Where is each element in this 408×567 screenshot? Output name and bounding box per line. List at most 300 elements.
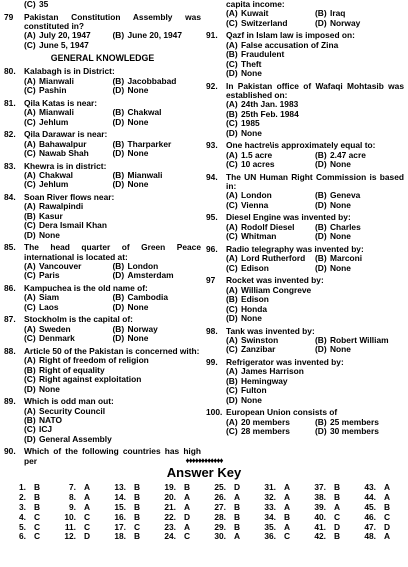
option-text: None [330,232,351,242]
option [113,31,202,40]
option-letter: (C) [226,345,238,355]
option-letter: (D) [226,69,238,79]
option-text: Security Council [39,406,106,416]
option-letter: (A) [226,191,238,201]
option [24,171,113,180]
option-text: Vienna [241,200,269,210]
option-letter: (B) [226,376,238,386]
option [24,435,201,444]
option [24,425,201,434]
option-letter: (D) [315,232,327,242]
options-list [4,140,201,159]
answer-letter: B [34,482,41,492]
answer-key-entry [354,482,404,492]
option-text: Jehlum [39,117,69,127]
answer-number: 9. [69,501,76,512]
answer-key-entry [304,522,354,532]
option-letter: (A) [226,417,238,427]
question-text: Stockholm is the capital of: [24,314,133,325]
option-letter: (B) [315,150,327,160]
option [226,314,404,323]
answer-letter: B [284,511,291,522]
option [315,418,404,427]
option [226,223,315,232]
question-text: Tank was invented by: [226,325,315,336]
answer-number: 3. [19,501,26,512]
question-item [4,67,201,95]
answer-key-entry [354,512,404,522]
answer-number: 19. [164,482,176,492]
option [24,31,113,40]
option [24,149,113,158]
option-letter: (B) [315,9,327,19]
option-text: 25 members [330,417,379,427]
answer-letter: C [84,511,91,522]
question-text: The UN Human Right Commission is based in: [226,171,404,192]
answer-number: 31. [264,482,276,492]
section-heading: GENERAL KNOWLEDGE [50,53,155,64]
answer-number: 2. [19,491,26,502]
option [226,160,315,169]
option [24,303,113,312]
option-text: None [330,345,351,355]
question-text: One hactre\is approximately equal to: [226,140,376,151]
option-text: June 20, 1947 [127,31,182,41]
question-text: Khewra is in district: [24,160,107,171]
option-text: Robert William [330,335,389,345]
question-number: 81. [4,97,16,108]
option-letter: (B) [112,293,125,303]
answer-number: 1. [19,482,26,492]
answer-key-entry [254,522,304,532]
answer-key-grid [4,482,404,541]
answer-number: 26. [214,491,226,502]
option [226,386,404,395]
answer-letter: A [384,491,391,502]
answer-key-entry [204,512,254,522]
option-text: Whitman [241,232,277,242]
option-letter: (A) [24,76,36,86]
option-letter: (D) [112,334,125,344]
option-letter: (C) [226,304,238,314]
answer-letter: C [34,521,41,532]
option [315,232,404,241]
option [315,9,404,18]
answer-key-entry [204,531,254,541]
option-letter: (C) [24,334,36,344]
options-list [206,254,404,273]
question-stem [4,397,201,406]
answer-number: 25. [214,482,226,492]
question-stem [4,193,201,202]
option [315,254,404,263]
answer-number: 43. [364,482,376,492]
option [315,264,404,273]
option-text: Mianwali [39,76,74,86]
question-number [206,0,226,9]
question-text: Which of the following countries has high per [24,446,201,466]
options-list [4,262,201,281]
option-letter: (A) [24,202,36,212]
answer-letter: A [234,531,241,542]
option [24,366,201,375]
option-text: 28 members [241,426,290,436]
option [315,427,404,436]
answer-number: 17. [114,521,126,532]
option-letter: (C) [24,86,36,96]
question-item [4,13,201,51]
option-text: False accusation of Zina [241,40,339,50]
question-text: European Union consists of [226,407,338,418]
option-text: Hemingway [241,376,288,386]
option [113,180,202,189]
options-list [4,77,201,96]
answer-letter: C [184,531,191,542]
question-item [4,397,201,444]
question-text: Diesel Engine was invented by: [226,212,351,223]
answer-key-entry [4,502,54,512]
question-text: Qazf in Islam law is imposed on: [226,30,355,41]
answer-key-entry [54,502,104,512]
option-text: Chakwal [39,171,73,181]
option [226,418,315,427]
answer-letter: A [284,491,291,502]
question-item [206,358,404,405]
option-letter: (C) [24,271,36,281]
question-stem [206,408,404,417]
answer-number: 41. [314,521,326,532]
option-text: Norway [127,324,158,334]
option [24,334,113,343]
option [24,108,113,117]
option-letter: (C) [24,221,36,231]
question-item [4,130,201,158]
option [315,160,404,169]
option [226,50,404,59]
option [226,151,315,160]
answer-key-entry [254,482,304,492]
option-letter: (B) [315,417,327,427]
option-letter: (B) [226,295,238,305]
answer-number: 28. [214,511,226,522]
option-text: None [241,128,262,138]
option [226,119,404,128]
answer-number: 38. [314,491,326,502]
question-item [206,408,404,436]
answer-letter: A [334,501,341,512]
option [24,202,201,211]
option [226,396,404,405]
answer-number: 18. [114,531,126,542]
answer-letter: B [134,531,141,542]
question-number: 95. [206,212,218,223]
option-letter: (A) [24,324,36,334]
option-letter: (B) [24,415,36,425]
answer-number: 20. [164,491,176,502]
answer-number: 23. [164,521,176,532]
option [113,118,202,127]
answer-letter: B [34,501,41,512]
options-list [206,9,404,28]
option-text: None [241,69,262,79]
answer-number: 4. [19,511,26,522]
options-list [4,325,201,344]
option-letter: (D) [24,434,36,444]
option-text: Mianwali [39,108,74,118]
option-text: Denmark [39,334,75,344]
option-letter: (A) [226,254,238,264]
answer-number: 11. [64,521,76,532]
option-text: Rodolf Diesel [241,222,295,232]
options-list [206,100,404,138]
option-letter: (C) [24,117,36,127]
question-stem [4,243,201,262]
answer-key-entry [304,531,354,541]
option-letter: (B) [112,139,125,149]
option-text: William Congreve [241,285,312,295]
answer-key-entry [104,531,154,541]
answer-key-entry [54,522,104,532]
option [226,286,404,295]
question-item [206,141,404,169]
option-letter: (D) [112,149,125,159]
answer-letter: B [134,501,141,512]
option-text: 24th Jan. 1983 [241,100,299,110]
option [226,232,315,241]
question-item [206,82,404,138]
answer-key-entry [104,522,154,532]
answer-key-entry [154,502,204,512]
option [315,336,404,345]
question-number: 84. [4,192,16,203]
answer-letter: D [184,511,191,522]
answer-letter: B [234,521,241,532]
option-letter: (C) [24,375,36,385]
question-text: Rocket was invented by: [226,275,324,286]
question-item [206,173,404,211]
answer-number: 44. [364,491,376,502]
option-text: None [330,200,351,210]
answer-key-entry [204,522,254,532]
question-item [4,193,201,240]
section-divider: ♦♦♦♦♦♦♦♦♦♦♦♦ [185,456,223,465]
options-list [206,41,404,79]
option-letter: (D) [315,18,327,28]
question-number: 91. [206,30,218,41]
answer-key-entry [204,482,254,492]
question-stem [4,13,201,32]
answer-letter: A [284,482,291,492]
question-text: Which is odd man out: [24,396,114,407]
option-letter: (D) [315,200,327,210]
question-number: 97 [206,275,216,286]
question-stem [4,284,201,293]
answer-number: 16. [114,511,126,522]
option-text: General Assembly [39,434,112,444]
option-letter: (B) [112,324,125,334]
option-text: Theft [241,59,262,69]
question-text: Article 50 of the Pakistan is concerned with: [24,345,200,356]
option-letter: (A) [24,171,36,181]
question-number: 93. [206,140,218,151]
option-text: None [127,334,149,344]
option-letter: (B) [315,222,327,232]
option [226,129,404,138]
question-number: 98. [206,325,218,336]
answer-number: 15. [114,501,126,512]
answer-letter: D [334,521,341,532]
option-letter: (B) [112,262,125,272]
options-list [4,0,201,9]
question-text: capita income: [226,0,285,9]
option [113,77,202,86]
option-text: 30 members [330,426,379,436]
option [226,305,404,314]
question-number: 80. [4,66,16,77]
option-letter: (D) [226,395,238,405]
option-text: 10 acres [241,160,275,170]
answer-number: 5. [19,521,26,532]
option-text: None [39,230,60,240]
option-letter: (C) [226,426,238,436]
answer-letter: B [134,511,141,522]
option-letter: (B) [24,211,36,221]
question-item [4,315,201,343]
option [113,262,202,271]
answer-key-entry [4,482,54,492]
answer-number: 45. [364,501,376,512]
question-number: 100. [206,407,223,418]
question-stem [4,315,201,324]
option-letter: (C) [226,18,238,28]
answer-key-entry [104,512,154,522]
option-text: Jehlum [39,180,69,190]
option-text: London [241,191,272,201]
options-list [206,151,404,170]
option [24,0,201,9]
answer-key-entry [4,531,54,541]
question-stem [4,130,201,139]
question-item [206,327,404,355]
option-letter: (A) [226,222,238,232]
option [315,201,404,210]
answer-letter: D [384,521,391,532]
answer-number: 36. [264,531,276,542]
option-text: Swinston [241,335,279,345]
answer-letter: D [234,482,241,492]
answer-letter: A [84,482,91,492]
question-stem [206,82,404,101]
question-number: 94. [206,171,218,182]
option-text: Right of equality [39,365,105,375]
option [226,60,404,69]
option [24,77,113,86]
answer-letter: C [134,521,141,532]
question-item [4,99,201,127]
option [24,180,113,189]
option-text: Edison [241,295,269,305]
option [226,427,315,436]
answer-key-entry [154,522,204,532]
option-text: Edison [241,263,269,273]
option-letter: (D) [112,86,125,96]
option-text: Pashin [39,86,67,96]
option-text: None [127,117,149,127]
answer-number: 7. [69,482,76,492]
answer-number: 27. [214,501,226,512]
question-item [206,213,404,241]
option-text: None [39,384,60,394]
option-letter: (D) [112,302,125,312]
option [24,212,201,221]
question-stem [206,31,404,40]
option-letter: (A) [226,150,238,160]
answer-key-entry [54,531,104,541]
question-text: Kalabagh is in District: [24,66,115,77]
option-text: Zanzibar [241,345,276,355]
question-text: Radio telegraphy was invented by: [226,243,364,254]
option-letter: (D) [315,426,327,436]
option [315,191,404,200]
options-list [4,407,201,445]
answer-key-entry [4,512,54,522]
option-letter: (A) [226,335,238,345]
option-letter: (D) [112,117,125,127]
option-text: Dera Ismail Khan [39,221,107,231]
option [226,254,315,263]
answer-number: 37. [314,482,326,492]
answer-number: 34. [264,511,276,522]
option-text: None [330,160,351,170]
right-column [206,0,404,440]
option [113,86,202,95]
question-text: Pakistan Constitution Assembly was constituted in? [24,11,201,31]
option-text: James Harrison [241,367,304,377]
answer-letter: A [384,482,391,492]
answer-number: 10. [64,511,76,522]
answer-key-title: Answer Key [166,465,242,480]
options-list [4,171,201,190]
answer-letter: A [284,521,291,532]
option-letter: (B) [112,171,125,181]
answer-number: 24. [164,531,176,542]
option-letter: (C) [24,180,36,190]
answer-letter: A [284,501,291,512]
option-text: ICJ [39,425,53,435]
option-text: None [127,149,149,159]
option-letter: (D) [315,160,327,170]
option-letter: (D) [226,313,238,323]
option [24,271,113,280]
question-stem [206,276,404,285]
answer-letter: B [334,491,341,502]
option [24,41,113,50]
option [113,334,202,343]
answer-letter: C [284,531,291,542]
answer-number: 13. [114,482,126,492]
answer-key-entry [4,492,54,502]
option-letter: (A) [24,139,36,149]
option-text: None [330,263,351,273]
answer-number: 14. [114,491,126,502]
answer-number: 48. [364,531,376,542]
answer-key-entry [154,531,204,541]
option-letter: (B) [24,365,36,375]
answer-letter: C [34,511,41,522]
option [226,345,315,354]
option-letter: (C) [24,425,36,435]
option-letter: (A) [24,31,36,41]
